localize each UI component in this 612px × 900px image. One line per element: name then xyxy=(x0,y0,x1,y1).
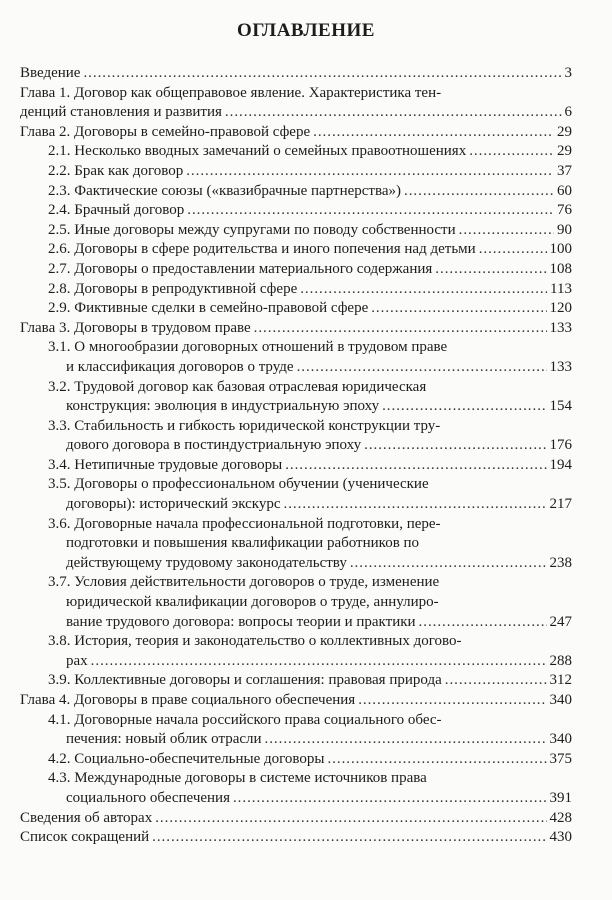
toc-entry-title-line: юридической квалификации договоров о труде, аннулиро- xyxy=(66,594,439,611)
toc-entry-row xyxy=(20,123,572,143)
toc-entry-title-line: социального обеспечения xyxy=(66,789,230,806)
toc-entry[interactable] xyxy=(20,299,572,319)
toc-page-number: 340 xyxy=(549,731,572,748)
dot-leader xyxy=(187,201,554,221)
toc-entry[interactable] xyxy=(20,573,572,632)
toc-entry[interactable] xyxy=(20,417,572,456)
dot-leader xyxy=(83,64,561,84)
toc-entry-row xyxy=(48,789,572,809)
toc-entry[interactable] xyxy=(20,809,572,829)
toc-page-number: 133 xyxy=(549,319,572,336)
dot-leader xyxy=(459,221,554,241)
toc-page-number: 60 xyxy=(557,182,572,199)
toc-page-number: 29 xyxy=(557,123,572,140)
toc-entry-row xyxy=(48,554,572,574)
toc-page-number: 90 xyxy=(557,221,572,238)
toc-entry-row xyxy=(48,358,572,378)
toc-entry[interactable] xyxy=(20,182,572,202)
toc-entry[interactable] xyxy=(20,711,572,750)
toc-entry[interactable] xyxy=(20,260,572,280)
toc-page-number: 120 xyxy=(549,300,572,317)
toc-page-number: 133 xyxy=(549,358,572,375)
toc-entry-title-line: 3.2. Трудовой договор как базовая отраслевая юридическая xyxy=(48,378,427,395)
toc-page-number: 154 xyxy=(549,398,572,415)
toc-entry-row xyxy=(48,613,572,633)
toc-page-number: 37 xyxy=(557,162,572,179)
toc-entry-row xyxy=(48,652,572,672)
dot-leader xyxy=(382,397,546,417)
toc-entry-title-line: Сведения об авторах xyxy=(20,809,153,826)
toc-entry-title-line: Глава 4. Договоры в праве социального обеспечения xyxy=(20,692,356,708)
toc-entry-row xyxy=(48,495,572,515)
toc-entry[interactable] xyxy=(20,201,572,221)
toc-entry-row xyxy=(20,103,572,123)
toc-entry[interactable] xyxy=(20,84,572,123)
toc-entry[interactable] xyxy=(20,123,572,143)
toc-page-number: 6 xyxy=(564,104,572,121)
dot-leader xyxy=(300,280,547,300)
toc-page-number: 428 xyxy=(549,809,572,826)
toc-entry-title-line: 3.4. Нетипичные трудовые договоры xyxy=(48,456,283,473)
toc-page-number: 238 xyxy=(549,554,572,571)
dot-leader xyxy=(285,456,546,476)
toc-page-number: 108 xyxy=(549,260,572,277)
toc-entry-title-line: 4.1. Договорные начала российского права социального обес- xyxy=(48,711,442,728)
toc-entry-title-line: 2.4. Брачный договор xyxy=(48,202,185,219)
toc-entry-row xyxy=(48,299,572,319)
dot-leader xyxy=(313,123,554,143)
toc-entry[interactable] xyxy=(20,515,572,574)
toc-entry-title-line: 2.6. Договоры в сфере родительства и иного попечения над детьми xyxy=(48,241,476,258)
dot-leader xyxy=(469,142,554,162)
toc-page-number: 247 xyxy=(549,613,572,630)
toc-entry-title-line: 4.2. Социально-обеспечительные договоры xyxy=(48,750,325,767)
toc-entry[interactable] xyxy=(20,691,572,711)
toc-entry[interactable] xyxy=(20,319,572,339)
toc-entry-row xyxy=(20,64,572,84)
table-of-contents xyxy=(20,64,572,848)
toc-page-number: 217 xyxy=(549,496,572,513)
toc-entry-title-line: действующему трудовому законодательству xyxy=(66,554,347,571)
toc-page-number: 100 xyxy=(549,241,572,258)
dot-leader xyxy=(364,436,546,456)
toc-entry-title-line: 3.7. Условия действительности договоров о труде, изменение xyxy=(48,574,440,591)
toc-entry-title-line: подготовки и повышения квалификации работников по xyxy=(66,535,420,552)
toc-entry[interactable] xyxy=(20,828,572,848)
dot-leader xyxy=(445,671,547,691)
dot-leader xyxy=(479,240,547,260)
toc-entry-title-line: 3.5. Договоры о профессиональном обучении (ученические xyxy=(48,476,429,493)
toc-entry-row xyxy=(48,730,572,750)
toc-page-number: 176 xyxy=(549,437,572,454)
dot-leader xyxy=(358,691,546,711)
toc-entry-row xyxy=(20,828,572,848)
toc-entry-row xyxy=(48,750,572,770)
toc-entry-title-line: 3.3. Стабильность и гибкость юридической конструкции тру- xyxy=(48,417,441,434)
toc-entry-title-line: Введение xyxy=(20,65,81,81)
toc-entry-row xyxy=(48,456,572,476)
toc-page-number: 340 xyxy=(549,692,572,708)
toc-entry-title-line: дового договора в постиндустриальную эпоху xyxy=(66,437,362,454)
toc-entry-title-line: 2.8. Договоры в репродуктивной сфере xyxy=(48,280,298,297)
dot-leader xyxy=(371,299,546,319)
toc-entry-title-line: конструкция: эволюция в индустриальную эпоху xyxy=(66,398,380,415)
toc-page-number: 391 xyxy=(549,789,572,806)
toc-entry-title-line: 3.6. Договорные начала профессиональной подготовки, пере- xyxy=(48,515,441,532)
toc-entry-title-line: 3.1. О многообразии договорных отношений в трудовом праве xyxy=(48,339,448,356)
dot-leader xyxy=(297,358,547,378)
dot-leader xyxy=(284,495,547,515)
toc-page-number: 194 xyxy=(549,456,572,473)
toc-entry[interactable] xyxy=(20,456,572,476)
dot-leader xyxy=(350,554,547,574)
toc-entry-title-line: 3.9. Коллективные договоры и соглашения: правовая природа xyxy=(48,672,442,689)
toc-entry-row xyxy=(48,240,572,260)
dot-leader xyxy=(327,750,546,770)
toc-entry-title-line: 2.5. Иные договоры между супругами по поводу собственности xyxy=(48,221,456,238)
toc-entry-title-line: Глава 2. Договоры в семейно-правовой сфере xyxy=(20,123,311,140)
toc-entry-title-line: договоры): исторический экскурс xyxy=(66,496,281,513)
toc-page-number: 288 xyxy=(549,652,572,669)
toc-entry-title-line: денций становления и развития xyxy=(20,104,222,121)
toc-entry-title-line: вание трудового договора: вопросы теории и практики xyxy=(66,613,416,630)
page-title: ОГЛАВЛЕНИЕ xyxy=(237,20,375,41)
dot-leader xyxy=(419,613,547,633)
toc-entry[interactable] xyxy=(20,64,572,84)
toc-page-number: 113 xyxy=(550,280,572,297)
toc-entry[interactable] xyxy=(20,338,572,377)
toc-entry-title-line: 2.3. Фактические союзы («квазибрачные партнерства») xyxy=(48,182,402,199)
toc-entry-title-line: 2.7. Договоры о предоставлении материального содержания xyxy=(48,260,433,277)
toc-page-number: 375 xyxy=(549,750,572,767)
toc-entry-title-line: и классификация договоров о труде xyxy=(66,358,294,375)
toc-entry-title-line: рах xyxy=(66,652,88,669)
toc-entry[interactable] xyxy=(20,280,572,300)
toc-entry-row xyxy=(20,809,572,829)
toc-entry[interactable] xyxy=(20,162,572,182)
toc-entry[interactable] xyxy=(20,632,572,671)
toc-page-number: 312 xyxy=(549,672,572,689)
toc-entry-title-line: печения: новый облик отрасли xyxy=(66,731,262,748)
toc-page-number: 29 xyxy=(557,143,572,160)
dot-leader xyxy=(91,652,547,672)
dot-leader xyxy=(265,730,547,750)
toc-page-number: 430 xyxy=(549,829,572,846)
toc-entry[interactable] xyxy=(20,142,572,162)
toc-entry[interactable] xyxy=(20,750,572,770)
toc-page-number: 3 xyxy=(564,65,572,81)
toc-entry-row xyxy=(48,436,572,456)
toc-entry-title-line: 2.9. Фиктивные сделки в семейно-правовой сфере xyxy=(48,300,369,317)
toc-entry-row xyxy=(48,182,572,202)
toc-entry-row xyxy=(48,671,572,691)
toc-entry-row xyxy=(48,162,572,182)
toc-entry-title-line: Список сокращений xyxy=(20,829,150,846)
toc-entry[interactable] xyxy=(20,240,572,260)
toc-entry-title-line: 3.8. История, теория и законодательство о коллективных догово- xyxy=(48,633,462,650)
toc-entry-title-line: 2.1. Несколько вводных замечаний о семейных правоотношениях xyxy=(48,143,467,160)
toc-entry[interactable] xyxy=(20,475,572,514)
toc-entry-title-line: 4.3. Международные договоры в системе источников права xyxy=(48,770,427,787)
toc-entry-row xyxy=(48,397,572,417)
toc-entry[interactable] xyxy=(20,671,572,691)
dot-leader xyxy=(152,828,546,848)
dot-leader xyxy=(225,103,562,123)
dot-leader xyxy=(186,162,554,182)
dot-leader xyxy=(435,260,546,280)
toc-entry[interactable] xyxy=(20,378,572,417)
toc-entry[interactable] xyxy=(20,769,572,808)
toc-entry-title-line: Глава 3. Договоры в трудовом праве xyxy=(20,319,251,336)
dot-leader xyxy=(233,789,547,809)
toc-entry-title-line: Глава 1. Договор как общеправовое явление. Характеристика тен- xyxy=(20,84,442,101)
toc-entry-row xyxy=(48,260,572,280)
toc-entry-row xyxy=(48,280,572,300)
toc-entry-title-line: 2.2. Брак как договор xyxy=(48,162,184,179)
toc-entry-row xyxy=(48,201,572,221)
dot-leader xyxy=(155,809,546,829)
toc-entry-row xyxy=(48,142,572,162)
toc-page-number: 76 xyxy=(557,202,572,219)
toc-entry-row xyxy=(20,319,572,339)
dot-leader xyxy=(254,319,547,339)
toc-entry-row xyxy=(20,691,572,711)
dot-leader xyxy=(404,182,554,202)
toc-entry-row xyxy=(48,221,572,241)
toc-entry[interactable] xyxy=(20,221,572,241)
